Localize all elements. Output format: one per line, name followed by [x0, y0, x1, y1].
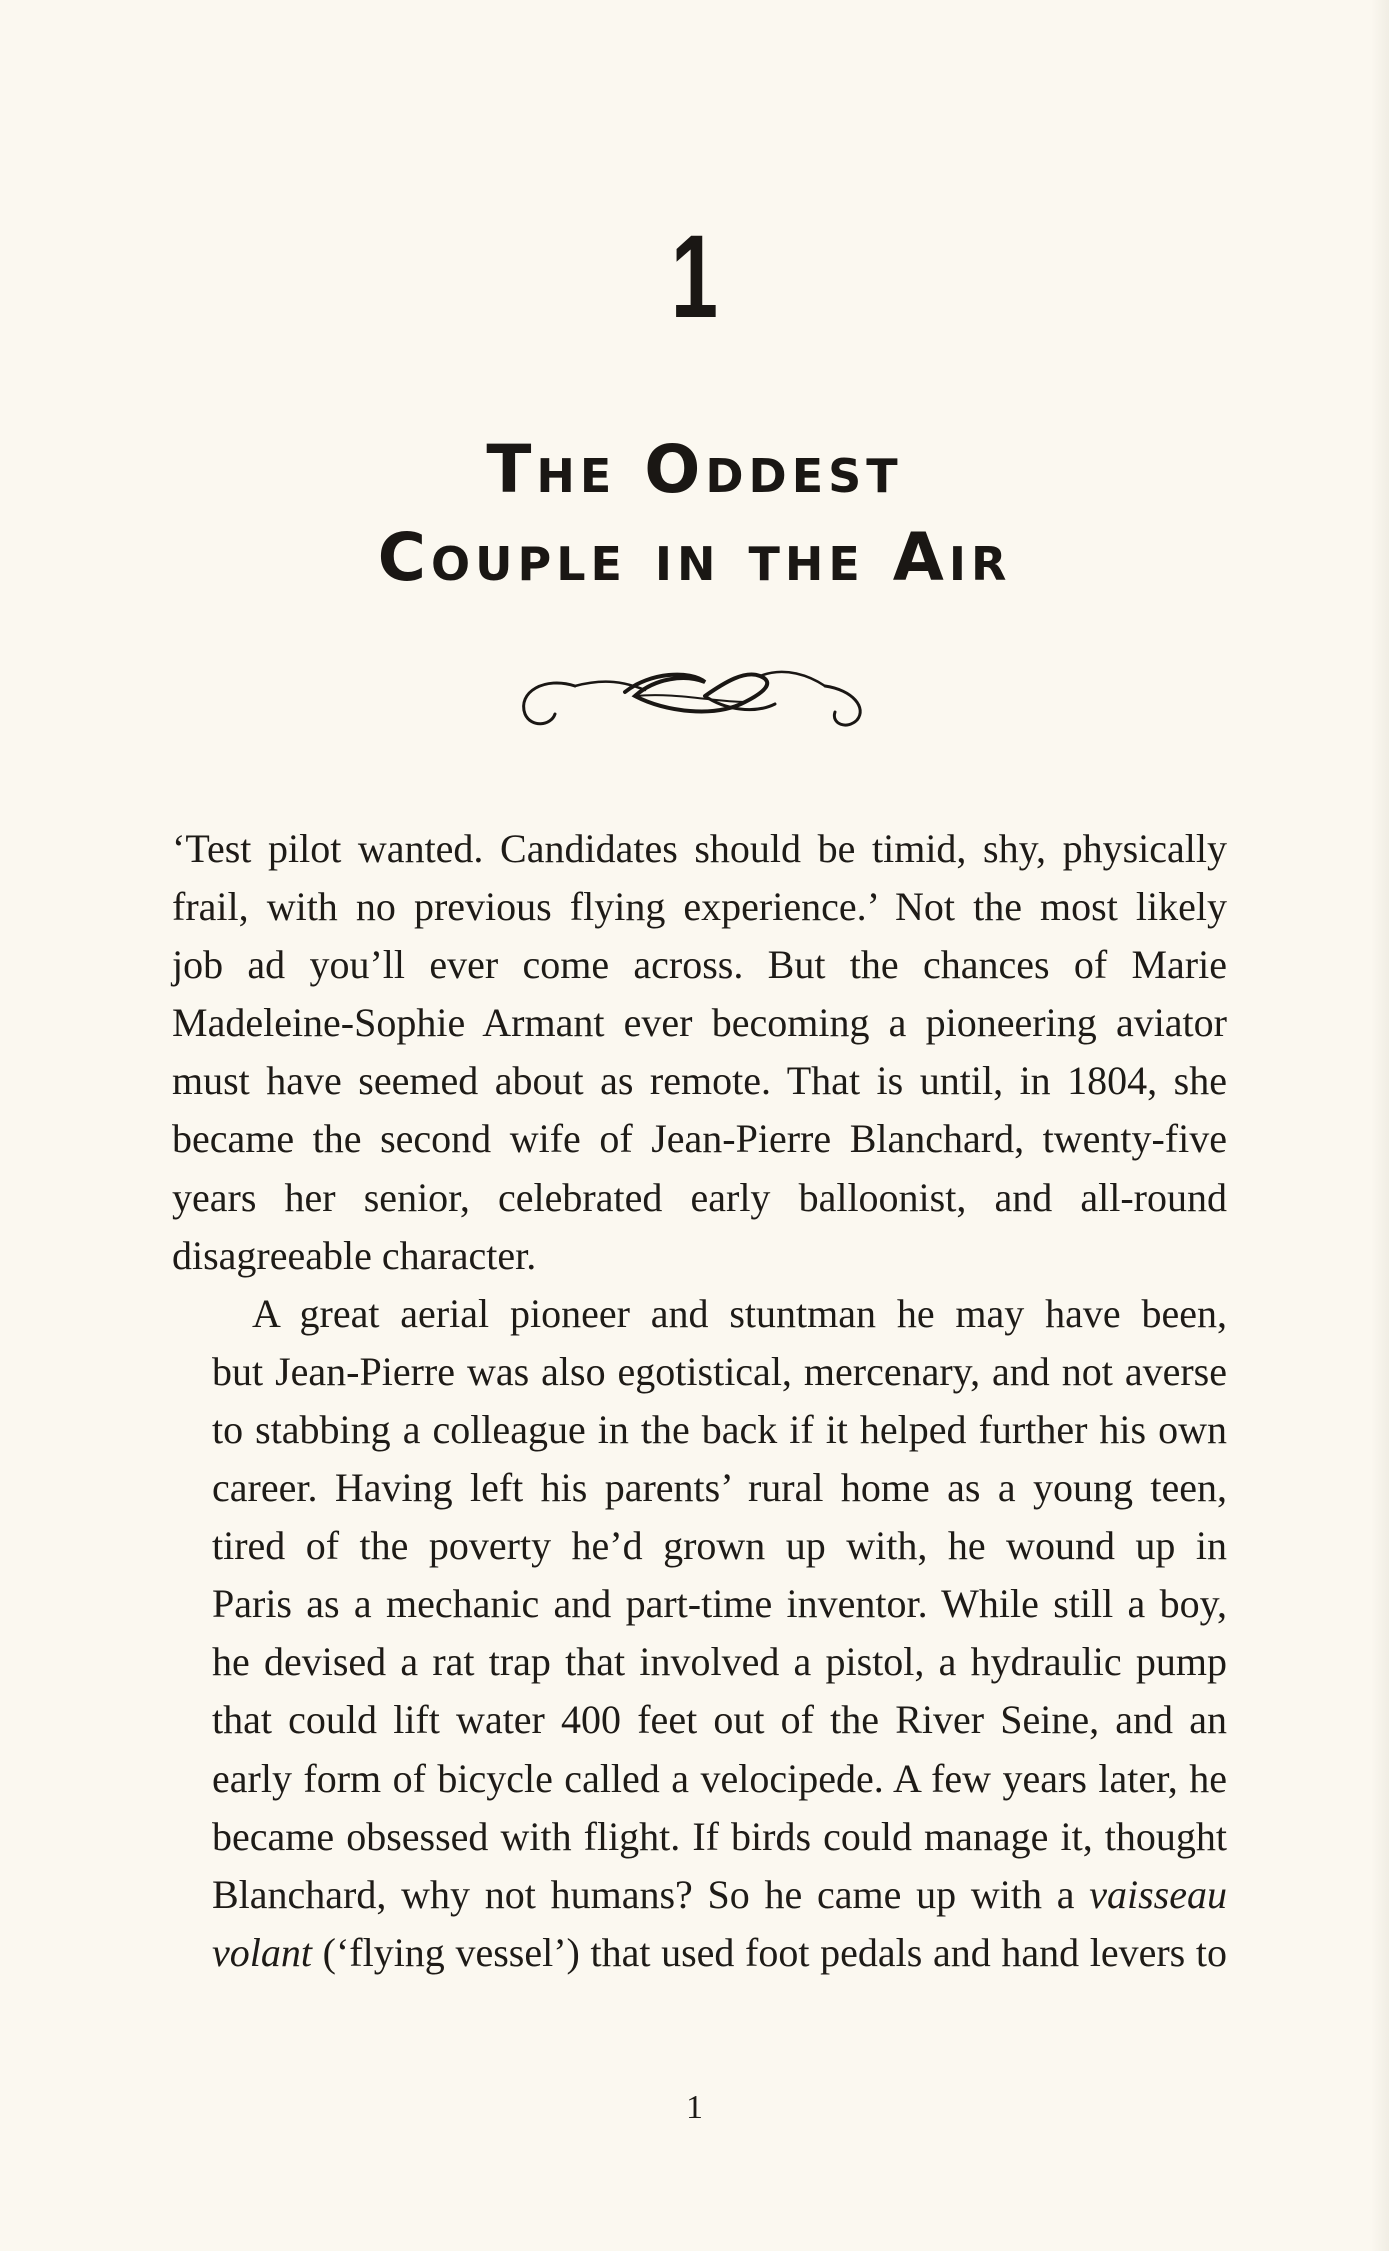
paragraph-line: to stabbing a colleague in the back if it helped further his own	[212, 1406, 1227, 1452]
paragraph-2	[172, 1285, 1227, 1982]
chapter-number: 1	[670, 211, 718, 343]
paragraph-line: disagreeable character.	[172, 1232, 537, 1278]
chapter-body-text	[172, 820, 1227, 1982]
paragraph-line: years her senior, celebrated early balloonist, and all-round	[172, 1174, 1227, 1220]
paragraph-line: he devised a rat trap that involved a pistol, a hydraulic pump	[212, 1639, 1227, 1685]
chapter-title-line-2: Couple in the Air	[377, 519, 1012, 596]
paragraph-line: early form of bicycle called a velocipede. A few years later, he	[212, 1755, 1227, 1801]
paragraph-line: must have seemed about as remote. That is until, in 1804, she	[172, 1058, 1227, 1104]
paragraph-1	[172, 820, 1227, 1285]
chapter-title-line-1: The Oddest	[486, 431, 903, 508]
page-number: 1	[686, 2089, 703, 2126]
paragraph-line: but Jean-Pierre was also egotistical, mercenary, and not averse	[212, 1348, 1227, 1394]
paragraph-line: frail, with no previous flying experience.’ Not the most likely	[172, 884, 1227, 930]
flourish-ornament-icon	[505, 652, 885, 742]
page-edge-shading	[1371, 0, 1389, 2251]
paragraph-text: (‘flying vessel’) that used foot pedals and hand levers to	[311, 1929, 1227, 1975]
paragraph-line: Madeleine-Sophie Armant ever becoming a pioneering aviator	[172, 1000, 1227, 1046]
paragraph-line-with-italic	[172, 1924, 1227, 1982]
paragraph-line: Paris as a mechanic and part-time inventor. While still a boy,	[212, 1581, 1227, 1627]
paragraph-line: job ad you’ll ever come across. But the chances of Marie	[172, 942, 1227, 988]
paragraph-line: that could lift water 400 feet out of the River Seine, and an	[212, 1697, 1227, 1743]
italic-term: volant	[212, 1929, 312, 1975]
paragraph-text: Blanchard, why not humans? So he came up with a	[212, 1871, 1090, 1917]
paragraph-line: career. Having left his parents’ rural home as a young teen,	[212, 1465, 1227, 1511]
paragraph-line: became obsessed with flight. If birds could manage it, thought	[212, 1813, 1227, 1859]
paragraph-line: tired of the poverty he’d grown up with, he wound up in	[212, 1523, 1227, 1569]
italic-term: vaisseau	[1089, 1871, 1227, 1917]
paragraph-line: A great aerial pioneer and stuntman he may have been,	[252, 1290, 1227, 1336]
paragraph-line: became the second wife of Jean-Pierre Blanchard, twenty-five	[172, 1116, 1227, 1162]
paragraph-line-with-italic	[172, 1866, 1227, 1924]
chapter-title	[0, 426, 1389, 602]
paragraph-line: ‘Test pilot wanted. Candidates should be timid, shy, physically	[172, 826, 1227, 871]
